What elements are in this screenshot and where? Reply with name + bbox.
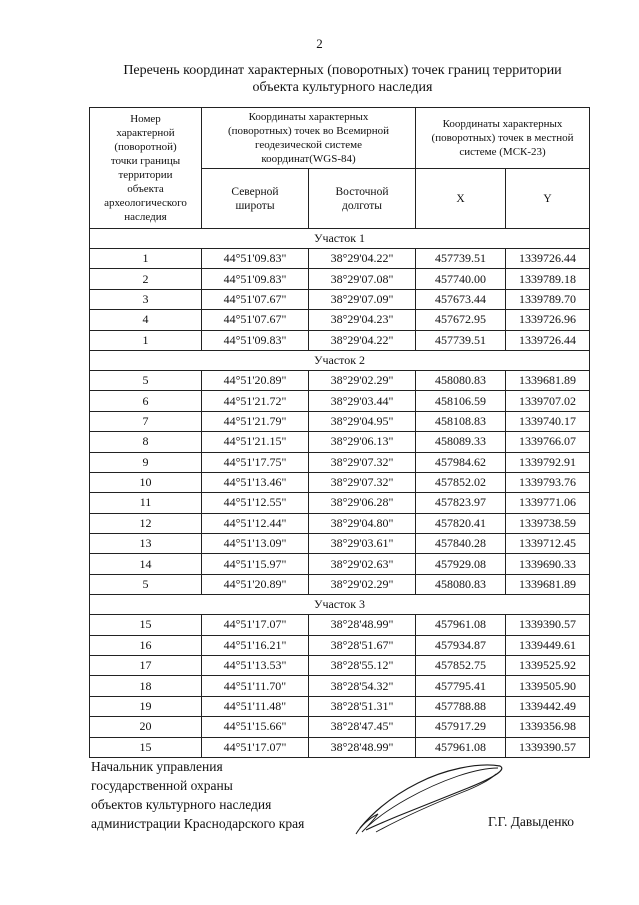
x-cell: 457820.41 — [416, 513, 506, 533]
latitude-cell: 44°51'20.89" — [202, 574, 309, 594]
point-number-cell: 13 — [90, 534, 202, 554]
longitude-cell: 38°29'06.28" — [309, 493, 416, 513]
header-x: X — [416, 169, 506, 229]
latitude-cell: 44°51'12.55" — [202, 493, 309, 513]
table-row — [90, 737, 590, 757]
section-header-row — [90, 350, 590, 370]
x-cell: 457673.44 — [416, 289, 506, 309]
latitude-cell: 44°51'13.46" — [202, 472, 309, 492]
latitude-cell: 44°51'17.75" — [202, 452, 309, 472]
point-number-cell: 17 — [90, 656, 202, 676]
coordinates-table — [89, 107, 590, 758]
point-number-cell: 7 — [90, 411, 202, 431]
x-cell: 457852.02 — [416, 472, 506, 492]
longitude-cell: 38°29'04.22" — [309, 249, 416, 269]
x-cell: 458106.59 — [416, 391, 506, 411]
x-cell: 457929.08 — [416, 554, 506, 574]
header-y: Y — [506, 169, 590, 229]
longitude-cell: 38°29'07.32" — [309, 452, 416, 472]
y-cell: 1339505.90 — [506, 676, 590, 696]
y-cell: 1339738.59 — [506, 513, 590, 533]
longitude-cell: 38°28'48.99" — [309, 615, 416, 635]
latitude-cell: 44°51'13.53" — [202, 656, 309, 676]
latitude-cell: 44°51'09.83" — [202, 269, 309, 289]
table-row — [90, 310, 590, 330]
table-row — [90, 391, 590, 411]
point-number-cell: 9 — [90, 452, 202, 472]
y-cell: 1339442.49 — [506, 696, 590, 716]
position-line: администрации Краснодарского края — [91, 816, 305, 831]
point-number-cell: 10 — [90, 472, 202, 492]
y-cell: 1339771.06 — [506, 493, 590, 513]
y-cell: 1339789.70 — [506, 289, 590, 309]
y-cell: 1339766.07 — [506, 432, 590, 452]
latitude-cell: 44°51'11.48" — [202, 696, 309, 716]
longitude-cell: 38°29'02.29" — [309, 574, 416, 594]
longitude-cell: 38°28'51.31" — [309, 696, 416, 716]
x-cell: 457788.88 — [416, 696, 506, 716]
point-number-cell: 3 — [90, 289, 202, 309]
latitude-cell: 44°51'07.67" — [202, 289, 309, 309]
y-cell: 1339712.45 — [506, 534, 590, 554]
latitude-cell: 44°51'21.15" — [202, 432, 309, 452]
section-title: Участок 1 — [90, 229, 590, 249]
position-line: государственной охраны — [91, 778, 233, 793]
x-cell: 457852.75 — [416, 656, 506, 676]
point-number-cell: 15 — [90, 737, 202, 757]
y-cell: 1339525.92 — [506, 656, 590, 676]
x-cell: 457961.08 — [416, 615, 506, 635]
table-row — [90, 330, 590, 350]
x-cell: 457961.08 — [416, 737, 506, 757]
longitude-cell: 38°28'55.12" — [309, 656, 416, 676]
latitude-cell: 44°51'07.67" — [202, 310, 309, 330]
table-row — [90, 472, 590, 492]
signer-name: Г.Г. Давыденко — [488, 814, 575, 829]
x-cell: 457739.51 — [416, 330, 506, 350]
x-cell: 458108.83 — [416, 411, 506, 431]
latitude-cell: 44°51'20.89" — [202, 370, 309, 390]
latitude-cell: 44°51'11.70" — [202, 676, 309, 696]
table-row — [90, 676, 590, 696]
latitude-cell: 44°51'15.66" — [202, 717, 309, 737]
header-east-longitude: Восточной долготы — [309, 169, 416, 229]
latitude-cell: 44°51'12.44" — [202, 513, 309, 533]
longitude-cell: 38°29'04.80" — [309, 513, 416, 533]
table-row — [90, 370, 590, 390]
y-cell: 1339792.91 — [506, 452, 590, 472]
longitude-cell: 38°29'03.61" — [309, 534, 416, 554]
table-body — [90, 229, 590, 758]
longitude-cell: 38°29'06.13" — [309, 432, 416, 452]
point-number-cell: 4 — [90, 310, 202, 330]
y-cell: 1339726.44 — [506, 330, 590, 350]
y-cell: 1339449.61 — [506, 635, 590, 655]
point-number-cell: 5 — [90, 574, 202, 594]
y-cell: 1339707.02 — [506, 391, 590, 411]
table-row — [90, 696, 590, 716]
table-row — [90, 269, 590, 289]
x-cell: 457740.00 — [416, 269, 506, 289]
point-number-cell: 11 — [90, 493, 202, 513]
point-number-cell: 16 — [90, 635, 202, 655]
point-number-cell: 20 — [90, 717, 202, 737]
table-row — [90, 615, 590, 635]
point-number-cell: 19 — [90, 696, 202, 716]
x-cell: 457934.87 — [416, 635, 506, 655]
signature-position — [91, 757, 304, 833]
x-cell: 457739.51 — [416, 249, 506, 269]
point-number-cell: 1 — [90, 249, 202, 269]
y-cell: 1339390.57 — [506, 615, 590, 635]
table-row — [90, 432, 590, 452]
handwritten-signature — [348, 758, 508, 838]
x-cell: 458080.83 — [416, 370, 506, 390]
longitude-cell: 38°29'04.22" — [309, 330, 416, 350]
table-row — [90, 513, 590, 533]
table-row — [90, 452, 590, 472]
point-number-cell: 2 — [90, 269, 202, 289]
point-number-cell: 5 — [90, 370, 202, 390]
x-cell: 458089.33 — [416, 432, 506, 452]
longitude-cell: 38°29'07.08" — [309, 269, 416, 289]
table-row — [90, 574, 590, 594]
y-cell: 1339681.89 — [506, 370, 590, 390]
position-line: объектов культурного наследия — [91, 797, 272, 812]
longitude-cell: 38°29'04.23" — [309, 310, 416, 330]
table-row — [90, 493, 590, 513]
header-wgs84: Координаты характерных (поворотных) точек во Всемирной геодезической системе координат(WGS-84) — [202, 108, 416, 169]
latitude-cell: 44°51'09.83" — [202, 330, 309, 350]
longitude-cell: 38°28'51.67" — [309, 635, 416, 655]
x-cell: 457795.41 — [416, 676, 506, 696]
longitude-cell: 38°28'47.45" — [309, 717, 416, 737]
latitude-cell: 44°51'15.97" — [202, 554, 309, 574]
position-line: Начальник управления — [91, 759, 223, 774]
latitude-cell: 44°51'13.09" — [202, 534, 309, 554]
longitude-cell: 38°29'02.29" — [309, 370, 416, 390]
latitude-cell: 44°51'09.83" — [202, 249, 309, 269]
y-cell: 1339681.89 — [506, 574, 590, 594]
x-cell: 458080.83 — [416, 574, 506, 594]
title-line-2: объекта культурного наследия — [252, 80, 433, 95]
x-cell: 457840.28 — [416, 534, 506, 554]
table-row — [90, 289, 590, 309]
x-cell: 457672.95 — [416, 310, 506, 330]
point-number-cell: 6 — [90, 391, 202, 411]
x-cell: 457917.29 — [416, 717, 506, 737]
y-cell: 1339356.98 — [506, 717, 590, 737]
longitude-cell: 38°29'04.95" — [309, 411, 416, 431]
point-number-cell: 14 — [90, 554, 202, 574]
x-cell: 457984.62 — [416, 452, 506, 472]
longitude-cell: 38°28'54.32" — [309, 676, 416, 696]
point-number-cell: 12 — [90, 513, 202, 533]
document-title — [60, 62, 625, 96]
longitude-cell: 38°29'07.09" — [309, 289, 416, 309]
point-number-cell: 8 — [90, 432, 202, 452]
table-row — [90, 534, 590, 554]
y-cell: 1339789.18 — [506, 269, 590, 289]
table-row — [90, 554, 590, 574]
longitude-cell: 38°29'02.63" — [309, 554, 416, 574]
longitude-cell: 38°29'03.44" — [309, 391, 416, 411]
header-msk23: Координаты характерных (поворотных) точек в местной системе (МСК-23) — [416, 108, 590, 169]
y-cell: 1339726.96 — [506, 310, 590, 330]
y-cell: 1339740.17 — [506, 411, 590, 431]
section-title: Участок 3 — [90, 595, 590, 615]
latitude-cell: 44°51'17.07" — [202, 737, 309, 757]
table-row — [90, 717, 590, 737]
table-row — [90, 656, 590, 676]
y-cell: 1339793.76 — [506, 472, 590, 492]
page-number: 2 — [316, 36, 323, 51]
y-cell: 1339726.44 — [506, 249, 590, 269]
section-header-row — [90, 595, 590, 615]
point-number-cell: 1 — [90, 330, 202, 350]
header-point-number: Номер характерной (поворотной) точки границы территории объекта археологического наследия — [90, 108, 202, 229]
table-row — [90, 635, 590, 655]
section-header-row — [90, 229, 590, 249]
latitude-cell: 44°51'21.72" — [202, 391, 309, 411]
latitude-cell: 44°51'16.21" — [202, 635, 309, 655]
table-row — [90, 249, 590, 269]
title-line-1: Перечень координат характерных (поворотных) точек границ территории — [123, 63, 562, 78]
y-cell: 1339690.33 — [506, 554, 590, 574]
latitude-cell: 44°51'21.79" — [202, 411, 309, 431]
table-row — [90, 411, 590, 431]
x-cell: 457823.97 — [416, 493, 506, 513]
header-north-latitude: Северной широты — [202, 169, 309, 229]
longitude-cell: 38°29'07.32" — [309, 472, 416, 492]
section-title: Участок 2 — [90, 350, 590, 370]
latitude-cell: 44°51'17.07" — [202, 615, 309, 635]
y-cell: 1339390.57 — [506, 737, 590, 757]
point-number-cell: 18 — [90, 676, 202, 696]
longitude-cell: 38°28'48.99" — [309, 737, 416, 757]
point-number-cell: 15 — [90, 615, 202, 635]
